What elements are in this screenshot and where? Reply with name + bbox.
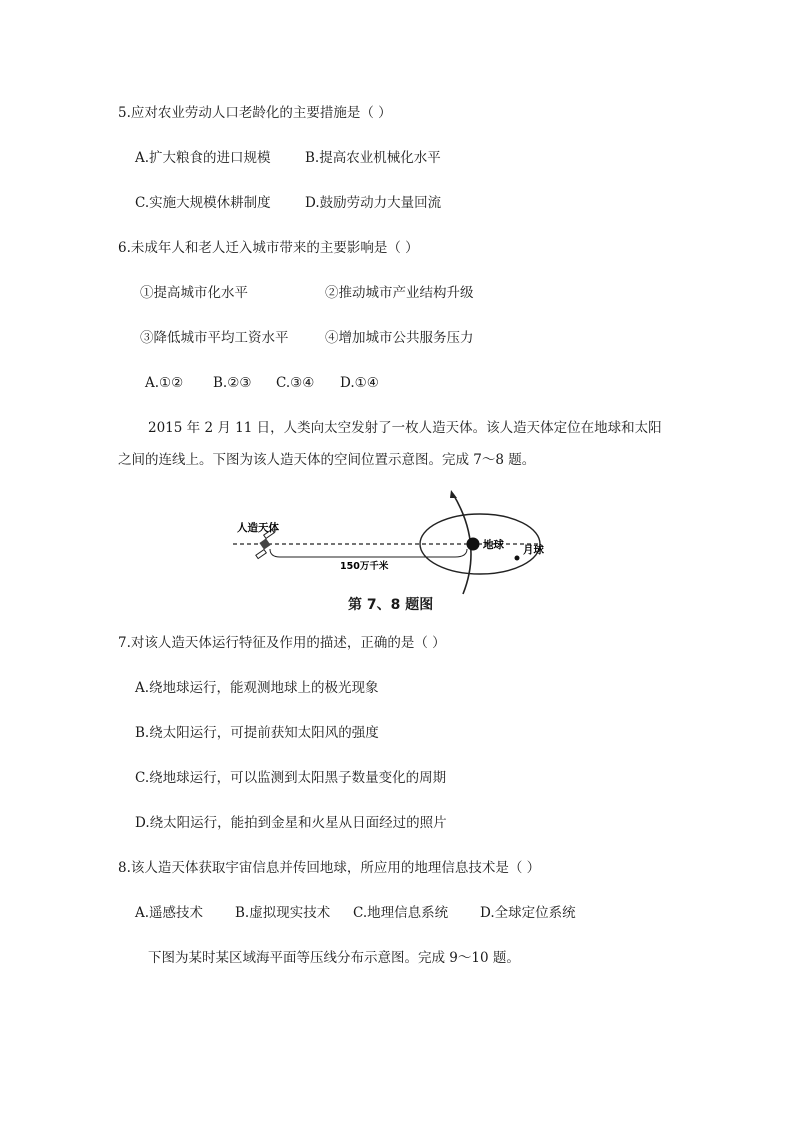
q8-option-c: C.地理信息系统 [353, 905, 449, 921]
q7-option-c: C.绕地球运行，可以监测到太阳黑子数量变化的周期 [135, 770, 447, 786]
q7-stem: 7.对该人造天体运行特征及作用的描述，正确的是（ ） [118, 635, 446, 651]
q6-item-3: ③降低城市平均工资水平 [140, 330, 289, 346]
q7-option-d: D.绕太阳运行，能拍到金星和火星从日面经过的照片 [135, 815, 447, 831]
passage-9-10-line-1: 下图为某时某区域海平面等压线分布示意图。完成 9～10 题。 [148, 950, 520, 966]
label-distance: 150万千米 [340, 561, 389, 572]
figure-caption: 第 7、8 题图 [348, 597, 434, 613]
q6-item-1: ①提高城市化水平 [140, 285, 248, 301]
label-moon: 月球 [523, 544, 544, 556]
passage-7-8-line-1: 2015 年 2 月 11 日，人类向太空发射了一枚人造天体。该人造天体定位在地球和太阳 [148, 420, 662, 436]
q6-option-b: B.②③ [213, 375, 252, 391]
q5-option-b: B.提高农业机械化水平 [305, 150, 441, 166]
orbit-arrow-icon [450, 490, 457, 498]
q8-option-b: B.虚拟现实技术 [235, 905, 331, 921]
passage-7-8-line-2: 之间的连线上。下图为该人造天体的空间位置示意图。完成 7～8 题。 [118, 452, 536, 468]
q7-option-a: A.绕地球运行，能观测地球上的极光现象 [135, 680, 379, 696]
earth-icon [467, 538, 480, 551]
label-earth: 地球 [483, 539, 504, 551]
q6-item-4: ④增加城市公共服务压力 [325, 330, 474, 346]
q8-option-d: D.全球定位系统 [480, 905, 576, 921]
q6-stem: 6.未成年人和老人迁入城市带来的主要影响是（ ） [118, 240, 419, 256]
distance-bracket [270, 549, 467, 557]
q7-option-b: B.绕太阳运行，可提前获知太阳风的强度 [135, 725, 379, 741]
q6-option-d: D.①④ [340, 375, 379, 391]
q5-option-a: A.扩大粮食的进口规模 [135, 150, 271, 166]
q8-option-a: A.遥感技术 [135, 905, 204, 921]
moon-icon [515, 556, 520, 561]
q6-option-a: A.①② [145, 375, 184, 391]
q8-stem: 8.该人造天体获取宇宙信息并传回地球，所应用的地理信息技术是（ ） [118, 860, 541, 876]
label-satellite: 人造天体 [237, 522, 279, 534]
q5-option-c: C.实施大规模休耕制度 [135, 195, 271, 211]
q5-option-d: D.鼓励劳动力大量回流 [305, 195, 442, 211]
q5-stem: 5.应对农业劳动人口老龄化的主要措施是（ ） [118, 105, 392, 121]
q6-item-2: ②推动城市产业结构升级 [325, 285, 474, 301]
q6-option-c: C.③④ [276, 375, 315, 391]
